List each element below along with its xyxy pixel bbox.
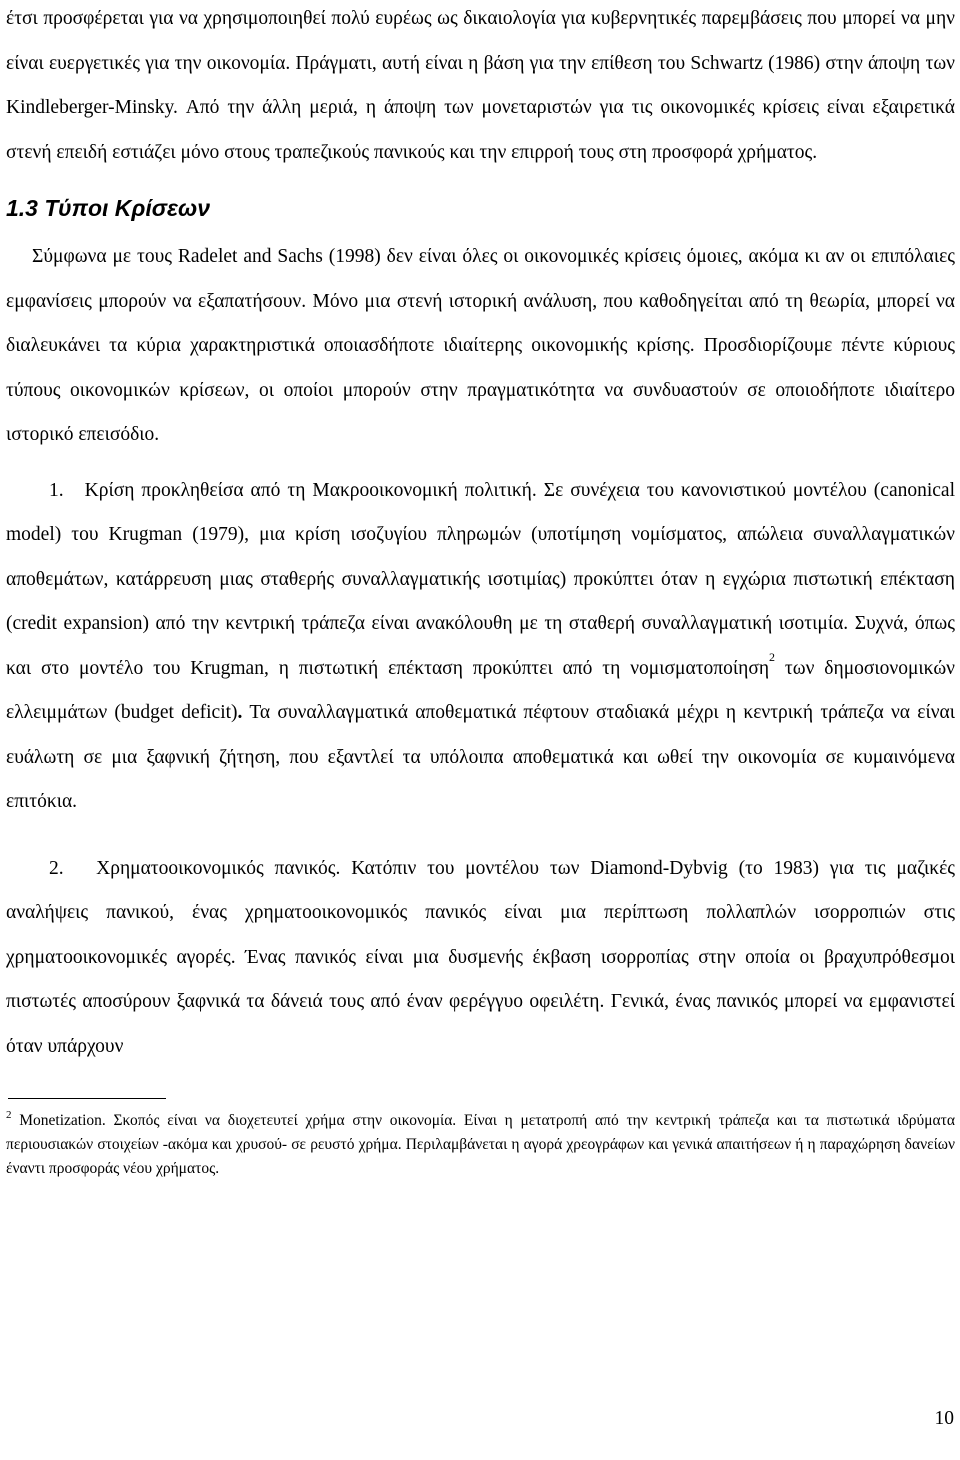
footnote-text: Monetization. Σκοπός είναι να διοχετευτεί χρήμα στην οικονομία. Είναι η μετατροπή από την κεντρική τράπεζα και τα πιστωτικά ιδρύματα περιουσιακών στοιχείων -ακόμα και χρυσού- σε ρευστό χρήμα. Περιλαμβάνεται η αγορά χρεογράφων και γενικά απαιτήσεων ή η παραχώρηση δανείων έναντι προσφοράς νέου χρήματος.	[6, 1112, 955, 1177]
list-item-1	[6, 469, 955, 825]
list-item-1-text: Κρίση προκληθείσα από τη Μακροοικονομική πολιτική. Σε συνέχεια του κανονιστικού μοντέλου (canonical model) του Krugman (1979), μια κρίση ισοζυγίου πληρωμών (υποτίμηση νομίσματος, απώλεια συναλλαγματικών αποθεμάτων, κατάρρευση μιας σταθερής συναλλαγματικής ισοτιμίας) προκύπτει όταν η εγχώρια πιστωτική επέκταση (credit expansion) από την κεντρική τράπεζα είναι ανακόλουθη με τη σταθερή συναλλαγματική ισοτιμία. Συχνά, όπως και στο μοντέλο του Krugman, η πιστωτική επέκταση προκύπτει από τη νομισματοποίηση	[6, 479, 956, 679]
footnote-number: 2	[6, 1109, 12, 1121]
list-item-1-number: 1.	[49, 479, 64, 501]
footnote-reference[interactable]: 2	[769, 649, 776, 664]
section-paragraph: Σύμφωνα με τους Radelet and Sachs (1998) δεν είναι όλες οι οικονομικές κρίσεις όμοιες, ακόμα κι αν οι επιπόλαιες εμφανίσεις μπορούν να εξαπατήσουν. Μόνο μια στενή ιστορική ανάλυση, που καθοδηγείται από τη θεωρία, μπορεί να διαλευκάνει τα κύρια χαρακτηριστικά οποιασδήποτε ιδιαίτερης οικονομικής κρίσης. Προσδιορίζουμε πέντε κύριους τύπους οικονομικών κρίσεων, οι οποίοι μπορούν στην πραγματικότητα να συνδυαστούν σε οποιοδήποτε ιδιαίτερο ιστορικό επεισόδιο.	[6, 246, 955, 445]
footnote-separator	[8, 1098, 166, 1099]
page-number: 10	[934, 1408, 954, 1429]
list-item-2-number: 2.	[49, 857, 64, 879]
footnote	[6, 1109, 955, 1181]
section-heading: 1.3 Τύποι Κρίσεων	[6, 195, 210, 221]
document-page	[6, 0, 955, 1181]
list-item-1-bold-period: .	[237, 702, 243, 723]
list-item-1-text-mid: των δημοσιονομικών ελλειμμάτων (budget deficit)	[6, 657, 955, 723]
intro-paragraph: έτσι προσφέρεται για να χρησιμοποιηθεί πολύ ευρέως ως δικαιολογία για κυβερνητικές παρεμβάσεις που μπορεί να μην είναι ευεργετικές για την οικονομία. Πράγματι, αυτή είναι η βάση για την επίθεση του Schwartz (1986) στην άποψη των Kindleberger-Minsky. Από την άλλη μεριά, η άποψη των μονεταριστών για τις οικονομικές κρίσεις είναι εξαιρετικά στενή επειδή εστιάζει μόνο στους τραπεζικούς πανικούς και την επιρροή τους στη προσφορά χρήματος.	[6, 8, 955, 163]
list-item-2	[6, 847, 955, 1070]
list-item-1-text-after: Τα συναλλαγματικά αποθεματικά πέφτουν σταδιακά μέχρι η κεντρική τράπεζα να είναι ευάλωτη σε μια ξαφνική ζήτηση, που εξαντλεί τα υπόλοιπα αποθεματικά και ωθεί την οικονομία σε κυμαινόμενα επιτόκια.	[6, 702, 955, 812]
list-item-2-text: Χρηματοοικονομικός πανικός. Κατόπιν του μοντέλου των Diamond-Dybvig (το 1983) για τις μαζικές αναλήψεις πανικού, ένας χρηματοοικονομικός πανικός είναι μια περίπτωση πολλαπλών ισορροπιών στις χρηματοοικονομικές αγορές. Ένας πανικός είναι μια δυσμενής έκβαση ισορροπίας στην οποία οι βραχυπρόθεσμοι πιστωτές αποσύρουν ξαφνικά τα δάνειά τους από έναν φερέγγυο οφειλέτη. Γενικά, ένας πανικός μπορεί να εμφανιστεί όταν υπάρχουν	[6, 857, 955, 1057]
